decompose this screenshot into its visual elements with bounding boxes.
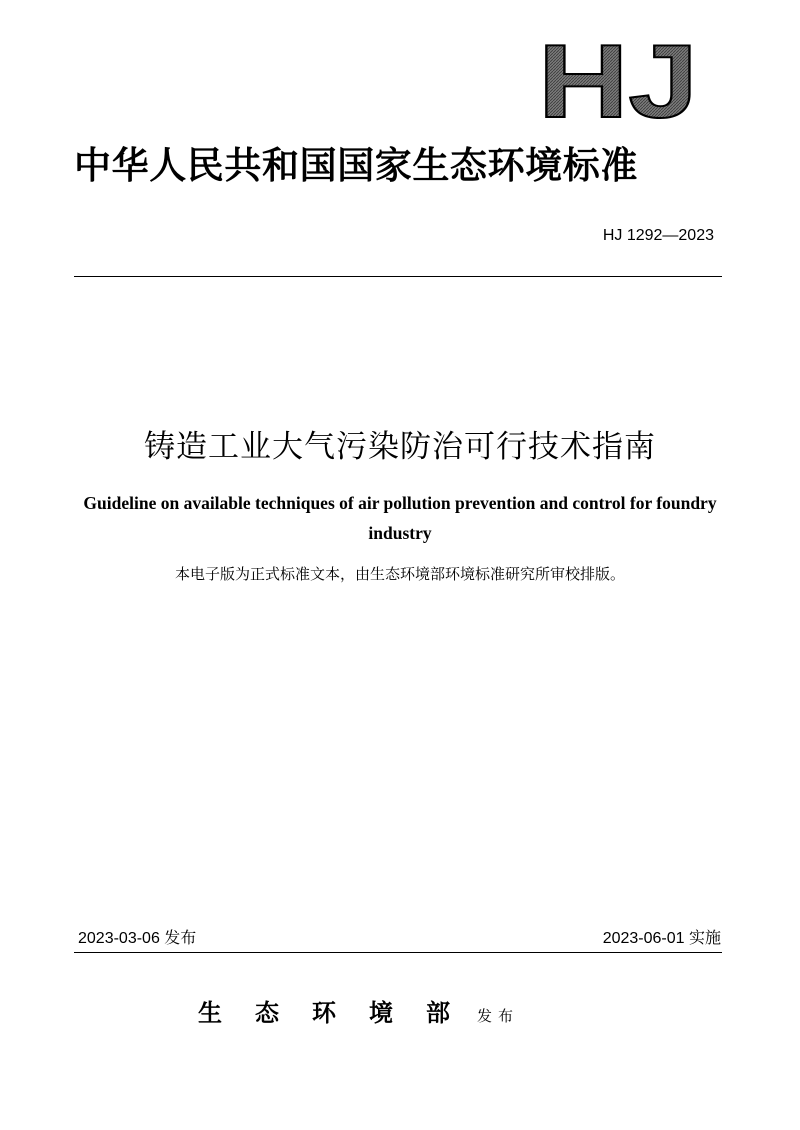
issuing-authority [198,993,519,1029]
issuer-action: 发布 [477,1007,520,1025]
top-divider [74,276,722,277]
national-standard-title: 中华人民共和国国家生态环境标准 [74,143,638,187]
logo-text: HJ [538,38,698,120]
bottom-divider [74,952,722,953]
standard-number: HJ 1292—2023 [602,227,714,244]
effective-date: 2023-06-01 实施 [602,930,721,947]
edition-note: 本电子版为正式标准文本，由生态环境部环境标准研究所审校排版。 [174,565,625,583]
issuer-name: 生态环境部 [198,998,483,1027]
document-title-en: Guideline on available techniques of air pollution prevention and control for foundry industry [83,493,717,543]
hj-logo [538,38,702,120]
issue-date: 2023-03-06 发布 [78,930,197,947]
document-title-cn: 铸造工业大气污染防治可行技术指南 [144,429,656,465]
